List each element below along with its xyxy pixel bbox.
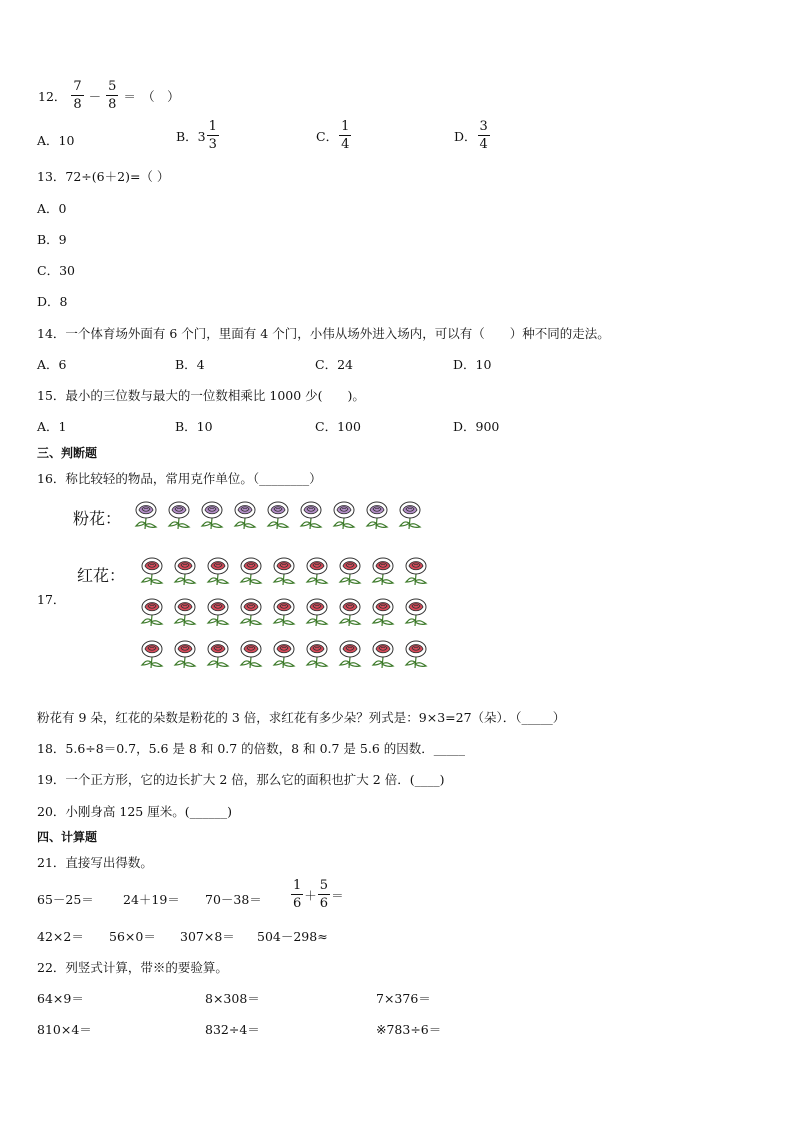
fraction: $\frac{5}{8}$: [108, 79, 117, 112]
red-flower-row: [139, 597, 429, 630]
calc-item: 64×9＝: [37, 991, 84, 1006]
flower-icon: [304, 597, 330, 630]
red-flower-row: [139, 639, 429, 672]
flower-icon: [205, 597, 231, 630]
flower-icon: [139, 639, 165, 672]
red-flower-label: 红花：: [77, 566, 126, 585]
calc-item: 832÷4＝: [205, 1022, 260, 1037]
flower-icon: [298, 500, 324, 533]
flower-icon: [337, 556, 363, 589]
calc-item: 56×0＝: [109, 929, 156, 944]
flower-icon: [403, 597, 429, 630]
calc-item: 8×308＝: [205, 991, 260, 1006]
question-21: 21．直接写出得数。: [37, 855, 153, 870]
question-12: [37, 80, 181, 111]
flower-icon: [337, 597, 363, 630]
question-13: 13．72÷(6＋2)=（ ）: [37, 169, 170, 184]
option-d[interactable]: D．10: [453, 357, 492, 372]
flower-icon: [403, 556, 429, 589]
flower-icon: [238, 597, 264, 630]
calc-item: 65－25＝: [37, 892, 94, 907]
flower-icon: [331, 500, 357, 533]
flower-icon: [370, 639, 396, 672]
option-b[interactable]: B．3 $\frac{1}{3}$: [176, 119, 217, 152]
minus-sign: －: [88, 88, 102, 104]
question-20: 20．小刚身高 125 厘米。(______): [37, 804, 232, 819]
option-c[interactable]: C．30: [37, 263, 75, 278]
option-a[interactable]: A．10: [37, 133, 75, 148]
flower-icon: [271, 556, 297, 589]
option-c[interactable]: C．100: [315, 419, 361, 434]
question-16: 16．称比较轻的物品，常用克作单位。（________）: [37, 471, 322, 486]
fraction: $\frac{7}{8}$: [73, 79, 82, 112]
question-18: 18．5.6÷8＝0.7，5.6 是 8 和 0.7 的倍数，8 和 0.7 是 5.6 的因数．_____: [37, 741, 465, 756]
flower-icon: [205, 556, 231, 589]
option-b[interactable]: B．4: [175, 357, 205, 372]
flower-icon: [205, 639, 231, 672]
calc-item: 504－298≈: [257, 929, 328, 944]
question-number: 17．: [37, 592, 66, 607]
section-heading: 四、计算题: [37, 830, 98, 844]
calc-item-fraction: $\frac{1}{6}$ ＋ $\frac{5}{6}$ ＝: [293, 878, 344, 911]
calc-item: 307×8＝: [180, 929, 235, 944]
calc-item: 7×376＝: [376, 991, 431, 1006]
option-a[interactable]: A．6: [37, 357, 67, 372]
option-b[interactable]: B．9: [37, 232, 67, 247]
flower-icon: [337, 639, 363, 672]
option-d[interactable]: D． $\frac{3}{4}$: [454, 119, 488, 152]
flower-icon: [304, 639, 330, 672]
calc-item: ※783÷6＝: [376, 1022, 442, 1037]
flower-icon: [172, 556, 198, 589]
flower-icon: [199, 500, 225, 533]
flower-icon: [238, 556, 264, 589]
option-b[interactable]: B．10: [175, 419, 213, 434]
question-14: 14．一个体育场外面有 6 个门，里面有 4 个门，小伟从场外进入场内，可以有（ ）种不同的走法。: [37, 326, 610, 341]
option-d[interactable]: D．8: [37, 294, 68, 309]
flower-icon: [271, 639, 297, 672]
question-22: 22．列竖式计算，带※的要验算。: [37, 960, 228, 975]
flower-icon: [403, 639, 429, 672]
flower-icon: [172, 597, 198, 630]
option-c[interactable]: C．24: [315, 357, 353, 372]
red-flower-row: [139, 556, 429, 589]
flower-icon: [133, 500, 159, 533]
calc-item: 42×2＝: [37, 929, 84, 944]
option-a[interactable]: A．0: [37, 201, 67, 216]
question-number: 12．: [38, 88, 67, 104]
calc-item: 70－38＝: [205, 892, 262, 907]
flower-icon: [370, 556, 396, 589]
question-15: 15．最小的三位数与最大的一位数相乘比 1000 少( )。: [37, 388, 365, 403]
flower-icon: [397, 500, 423, 533]
section-heading: 三、判断题: [37, 446, 98, 460]
question-19: 19．一个正方形，它的边长扩大 2 倍，那么它的面积也扩大 2 倍．(____): [37, 772, 445, 787]
flower-icon: [238, 639, 264, 672]
calc-item: 24＋19＝: [123, 892, 180, 907]
flower-icon: [304, 556, 330, 589]
option-c[interactable]: C． $\frac{1}{4}$: [316, 119, 350, 152]
flower-icon: [265, 500, 291, 533]
flower-icon: [232, 500, 258, 533]
option-d[interactable]: D．900: [453, 419, 500, 434]
question-tail: ＝ （ ）: [123, 88, 180, 104]
pink-flower-label: 粉花：: [73, 509, 122, 528]
option-a[interactable]: A．1: [37, 419, 67, 434]
pink-flower-row: [133, 500, 423, 533]
flower-icon: [370, 597, 396, 630]
flower-icon: [166, 500, 192, 533]
flower-icon: [271, 597, 297, 630]
flower-icon: [364, 500, 390, 533]
flower-icon: [139, 556, 165, 589]
question-17-text: 粉花有 9 朵，红花的朵数是粉花的 3 倍，求红花有多少朵？列式是：9×3=27（朵）．（_____）: [37, 710, 566, 725]
calc-item: 810×4＝: [37, 1022, 92, 1037]
flower-icon: [172, 639, 198, 672]
flower-icon: [139, 597, 165, 630]
